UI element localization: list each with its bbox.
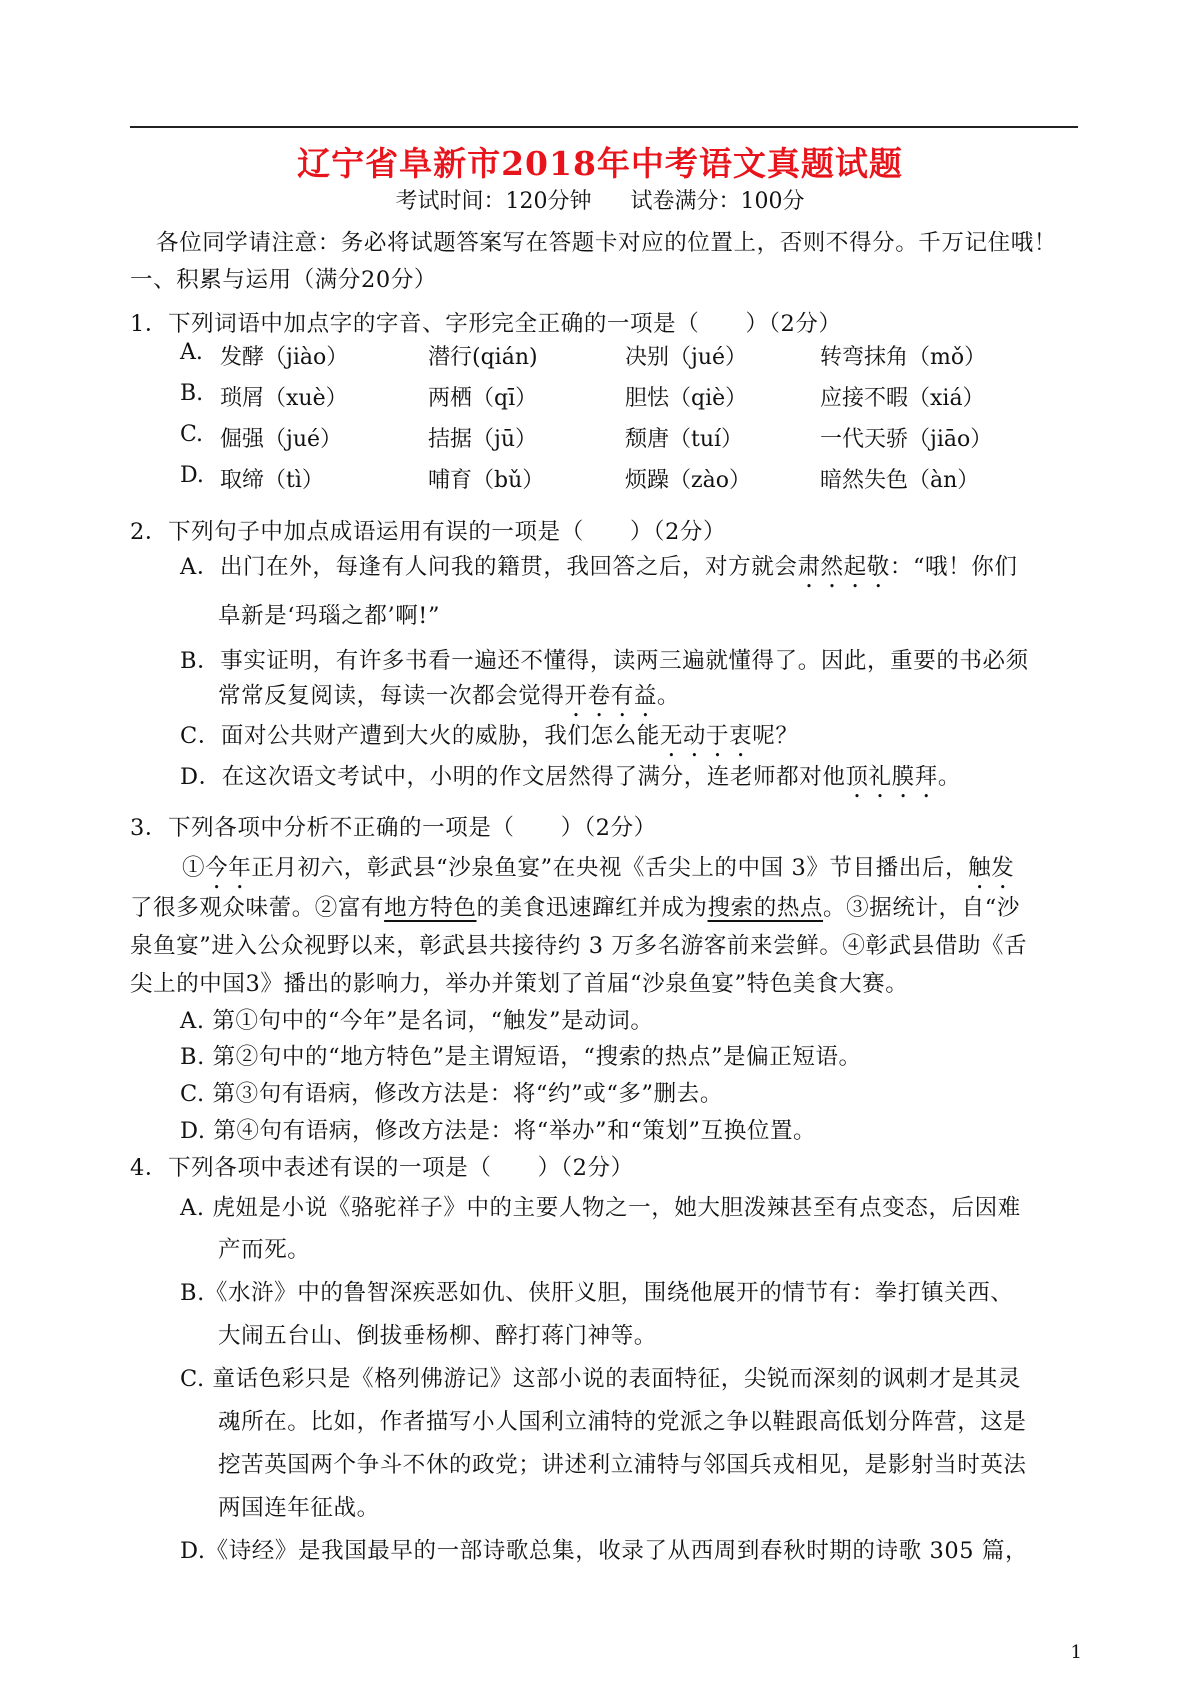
page-number: 1 xyxy=(1070,1642,1082,1663)
header-rule xyxy=(130,126,1078,128)
word-item: 哺育（bǔ） xyxy=(428,468,545,493)
q4-stem: 4．下列各项中表述有误的一项是（ ）（2分） xyxy=(130,1155,634,1181)
option-text: 。 xyxy=(656,683,681,709)
word-item: 暗然失色（àn） xyxy=(820,468,980,493)
q4-option-c-cont: 挖苦英国两个争斗不休的政党；讲述利立浦特与邻国兵戎相见，是影射当时英法 xyxy=(218,1452,1027,1478)
word-item: 发酵（jiào） xyxy=(220,345,349,370)
word-item: 胆怯（qiè） xyxy=(625,386,748,411)
q3-passage-line xyxy=(130,890,1020,922)
word-item: 决别（jué） xyxy=(625,345,748,370)
option-label: D. xyxy=(180,463,204,488)
dotted-idiom: 肃然起敬 xyxy=(797,554,890,580)
q1-option-c xyxy=(180,422,1060,456)
q1-option-a xyxy=(180,340,1060,374)
passage-text: 正月初六，彰武县“沙泉鱼宴”在央视《舌尖上的中国 3》节目播出后， xyxy=(251,855,969,881)
option-label: A. xyxy=(180,340,203,365)
q2-option-d xyxy=(180,759,961,803)
q4-option-d: D.《诗经》是我国最早的一部诗歌总集，收录了从西周到春秋时期的诗歌 305 篇， xyxy=(180,1538,1029,1564)
q2-option-b: B．事实证明，有许多书看一遍还不懂得，读两三遍就懂得了。因此，重要的书必须 xyxy=(180,648,1029,674)
passage-text: 了很多观众味蕾。②富有 xyxy=(130,895,385,921)
underlined-phrase: 搜索的热点 xyxy=(707,895,824,921)
q2-option-a xyxy=(180,549,1017,593)
q4-option-b: B.《水浒》中的鲁智深疾恶如仇、侠肝义胆，围绕他展开的情节有：拳打镇关西、 xyxy=(180,1280,1014,1306)
option-text: A．出门在外，每逢有人问我的籍贯，我回答之后，对方就会 xyxy=(180,554,798,580)
q1-option-b xyxy=(180,381,1060,415)
option-label: B. xyxy=(180,381,204,406)
q1-stem: 1．下列词语中加点字的字音、字形完全正确的一项是（ ）（2分） xyxy=(130,311,842,337)
passage-text: ① xyxy=(182,855,206,881)
dotted-idiom: 无动于衷 xyxy=(659,723,753,749)
q3-passage-line xyxy=(182,850,1014,894)
section-heading: 一、积累与运用（满分20分） xyxy=(130,267,438,293)
q4-option-c: C. 童话色彩只是《格列佛游记》这部小说的表面特征，尖锐而深刻的讽刺才是其灵 xyxy=(180,1366,1022,1392)
exam-time: 考试时间：120分钟 xyxy=(395,189,592,214)
option-text: 呢？ xyxy=(752,723,799,749)
dotted-word: 今年 xyxy=(205,855,252,881)
q2-option-a-cont: 阜新是‘玛瑙之都’啊!” xyxy=(218,603,441,629)
q3-option-d: D. 第④句有语病，修改方法是：将“举办”和“策划”互换位置。 xyxy=(180,1118,817,1144)
q4-option-a: A. 虎妞是小说《骆驼祥子》中的主要人物之一，她大胆泼辣甚至有点变态，后因难 xyxy=(180,1195,1021,1221)
q2-option-c xyxy=(180,718,798,762)
q4-option-b-cont: 大闹五台山、倒拔垂杨柳、醉打蒋门神等。 xyxy=(218,1323,657,1349)
q4-option-c-cont: 魂所在。比如，作者描写小人国利立浦特的党派之争以鞋跟高低划分阵营，这是 xyxy=(218,1409,1027,1435)
option-text: D．在这次语文考试中，小明的作文居然得了满分，连老师都对他 xyxy=(180,764,846,790)
word-item: 潜行(qián) xyxy=(428,345,538,370)
word-item: 倔强（jué） xyxy=(220,427,343,452)
dotted-word: 触发 xyxy=(968,855,1015,881)
exam-subtitle xyxy=(0,184,1200,215)
q2-stem: 2．下列句子中加点成语运用有误的一项是（ ）（2分） xyxy=(130,519,727,545)
exam-full-score: 试卷满分：100分 xyxy=(630,189,805,214)
passage-text: 。③据统计，自“沙 xyxy=(823,895,1020,921)
word-item: 颓唐（tuí） xyxy=(625,427,744,452)
q3-option-a: A. 第①句中的“今年”是名词，“触发”是动词。 xyxy=(180,1008,654,1034)
q2-option-b-cont xyxy=(218,678,680,722)
q1-option-d xyxy=(180,463,1060,497)
word-item: 应接不暇（xiá） xyxy=(820,386,985,411)
word-item: 一代天骄（jiāo） xyxy=(820,427,993,452)
q3-option-b: B. 第②句中的“地方特色”是主谓短语，“搜索的热点”是偏正短语。 xyxy=(180,1044,862,1070)
q4-option-a-cont: 产而死。 xyxy=(218,1237,311,1263)
q3-option-c: C. 第③句有语病，修改方法是：将“约”或“多”删去。 xyxy=(180,1081,723,1107)
dotted-idiom: 开卷有益 xyxy=(564,683,657,709)
word-item: 琐屑（xuè） xyxy=(220,386,348,411)
option-text: 。 xyxy=(937,764,961,790)
option-label: C. xyxy=(180,422,204,447)
word-item: 拮据（jū） xyxy=(428,427,537,452)
exam-title: 辽宁省阜新市2018年中考语文真题试题 xyxy=(297,144,903,183)
q3-passage-line: 泉鱼宴”进入公众视野以来，彰武县共接待约 3 万多名游客前来尝鲜。④彰武县借助《舌 xyxy=(130,933,1028,959)
q3-stem: 3．下列各项中分析不正确的一项是（ ）（2分） xyxy=(130,815,657,841)
option-text: 常常反复阅读，每读一次都会觉得 xyxy=(218,683,565,709)
dotted-idiom: 顶礼膜拜 xyxy=(845,764,938,790)
word-item: 两栖（qī） xyxy=(428,386,538,411)
word-item: 转弯抹角（mǒ） xyxy=(820,345,987,370)
option-text: ：“哦！你们 xyxy=(889,554,1018,580)
word-item: 烦躁（zào） xyxy=(625,468,751,493)
word-item: 取缔（tì） xyxy=(220,468,324,493)
q4-option-c-cont: 两国连年征战。 xyxy=(218,1495,380,1521)
q3-passage-line: 尖上的中国3》播出的影响力，举办并策划了首届“沙泉鱼宴”特色美食大赛。 xyxy=(130,971,909,997)
option-text: C．面对公共财产遭到大火的威胁，我们怎么能 xyxy=(180,723,660,749)
passage-text: 的美食迅速蹿红并成为 xyxy=(476,895,708,921)
underlined-phrase: 地方特色 xyxy=(384,895,477,921)
notice-text: 各位同学请注意：务必将试题答案写在答题卡对应的位置上，否则不得分。千万记住哦！ xyxy=(156,230,1057,256)
